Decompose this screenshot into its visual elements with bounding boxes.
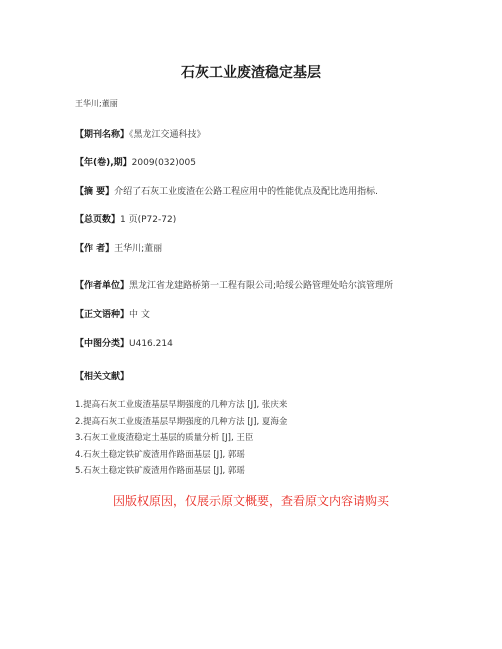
reference-item[interactable]: 5.石灰土稳定铁矿废渣用作路面基层 [J], 郭瑶 bbox=[75, 466, 245, 476]
field-abstract bbox=[75, 184, 378, 197]
field-author-affiliation bbox=[75, 278, 393, 291]
copyright-notice: 因版权原因，仅展示原文概要，查看原文内容请购买 bbox=[112, 494, 389, 508]
reference-item[interactable]: 2.提高石灰工业废渣基层早期强度的几种方法 [J], 夏海金 bbox=[75, 416, 288, 427]
field-value: 介绍了石灰工业废渣在公路工程应用中的性能优点及配比选用指标. bbox=[114, 187, 379, 197]
field-value: U416.214 bbox=[129, 339, 173, 349]
reference-item[interactable]: 4.石灰土稳定铁矿废渣用作路面基层 [J], 郭瑶 bbox=[75, 449, 245, 460]
field-value: 《黑龙江交通科技》 bbox=[129, 130, 206, 140]
related-literature-heading: 【相关文献】 bbox=[75, 372, 130, 382]
field-language bbox=[75, 307, 150, 320]
field-label: 【中图分类】 bbox=[75, 339, 130, 349]
field-value: 王华川;董丽 bbox=[114, 244, 163, 254]
field-total-pages bbox=[75, 212, 176, 225]
reference-list bbox=[75, 397, 287, 480]
author-line: 王华川;董丽 bbox=[75, 99, 118, 108]
reference-item[interactable]: 3.石灰工业废渣稳定土基层的质量分析 [J], 王臣 bbox=[75, 433, 254, 443]
field-year-volume-issue bbox=[75, 155, 196, 168]
field-value: 2009(032)005 bbox=[131, 158, 196, 168]
document-title: 石灰工业废渣稳定基层 bbox=[181, 65, 321, 81]
field-label: 【作者单位】 bbox=[75, 281, 130, 291]
field-value: 1 页(P72-72) bbox=[120, 215, 177, 225]
reference-item[interactable]: 1.提高石灰工业废渣基层早期强度的几种方法 [J], 张庆来 bbox=[75, 400, 288, 410]
field-authors bbox=[75, 241, 162, 254]
field-value: 黑龙江省龙建路桥第一工程有限公司;哈绥公路管理处哈尔滨管理所 bbox=[129, 281, 394, 291]
field-label: 【作 者】 bbox=[75, 244, 115, 254]
field-label: 【期刊名称】 bbox=[75, 130, 130, 140]
field-classification bbox=[75, 336, 173, 349]
field-label: 【正文语种】 bbox=[75, 310, 130, 320]
field-value: 中 文 bbox=[129, 310, 150, 320]
field-journal-name bbox=[75, 127, 206, 140]
field-label: 【总页数】 bbox=[75, 215, 121, 225]
field-label: 【年(卷),期】 bbox=[75, 158, 132, 168]
field-label: 【摘 要】 bbox=[75, 187, 115, 197]
